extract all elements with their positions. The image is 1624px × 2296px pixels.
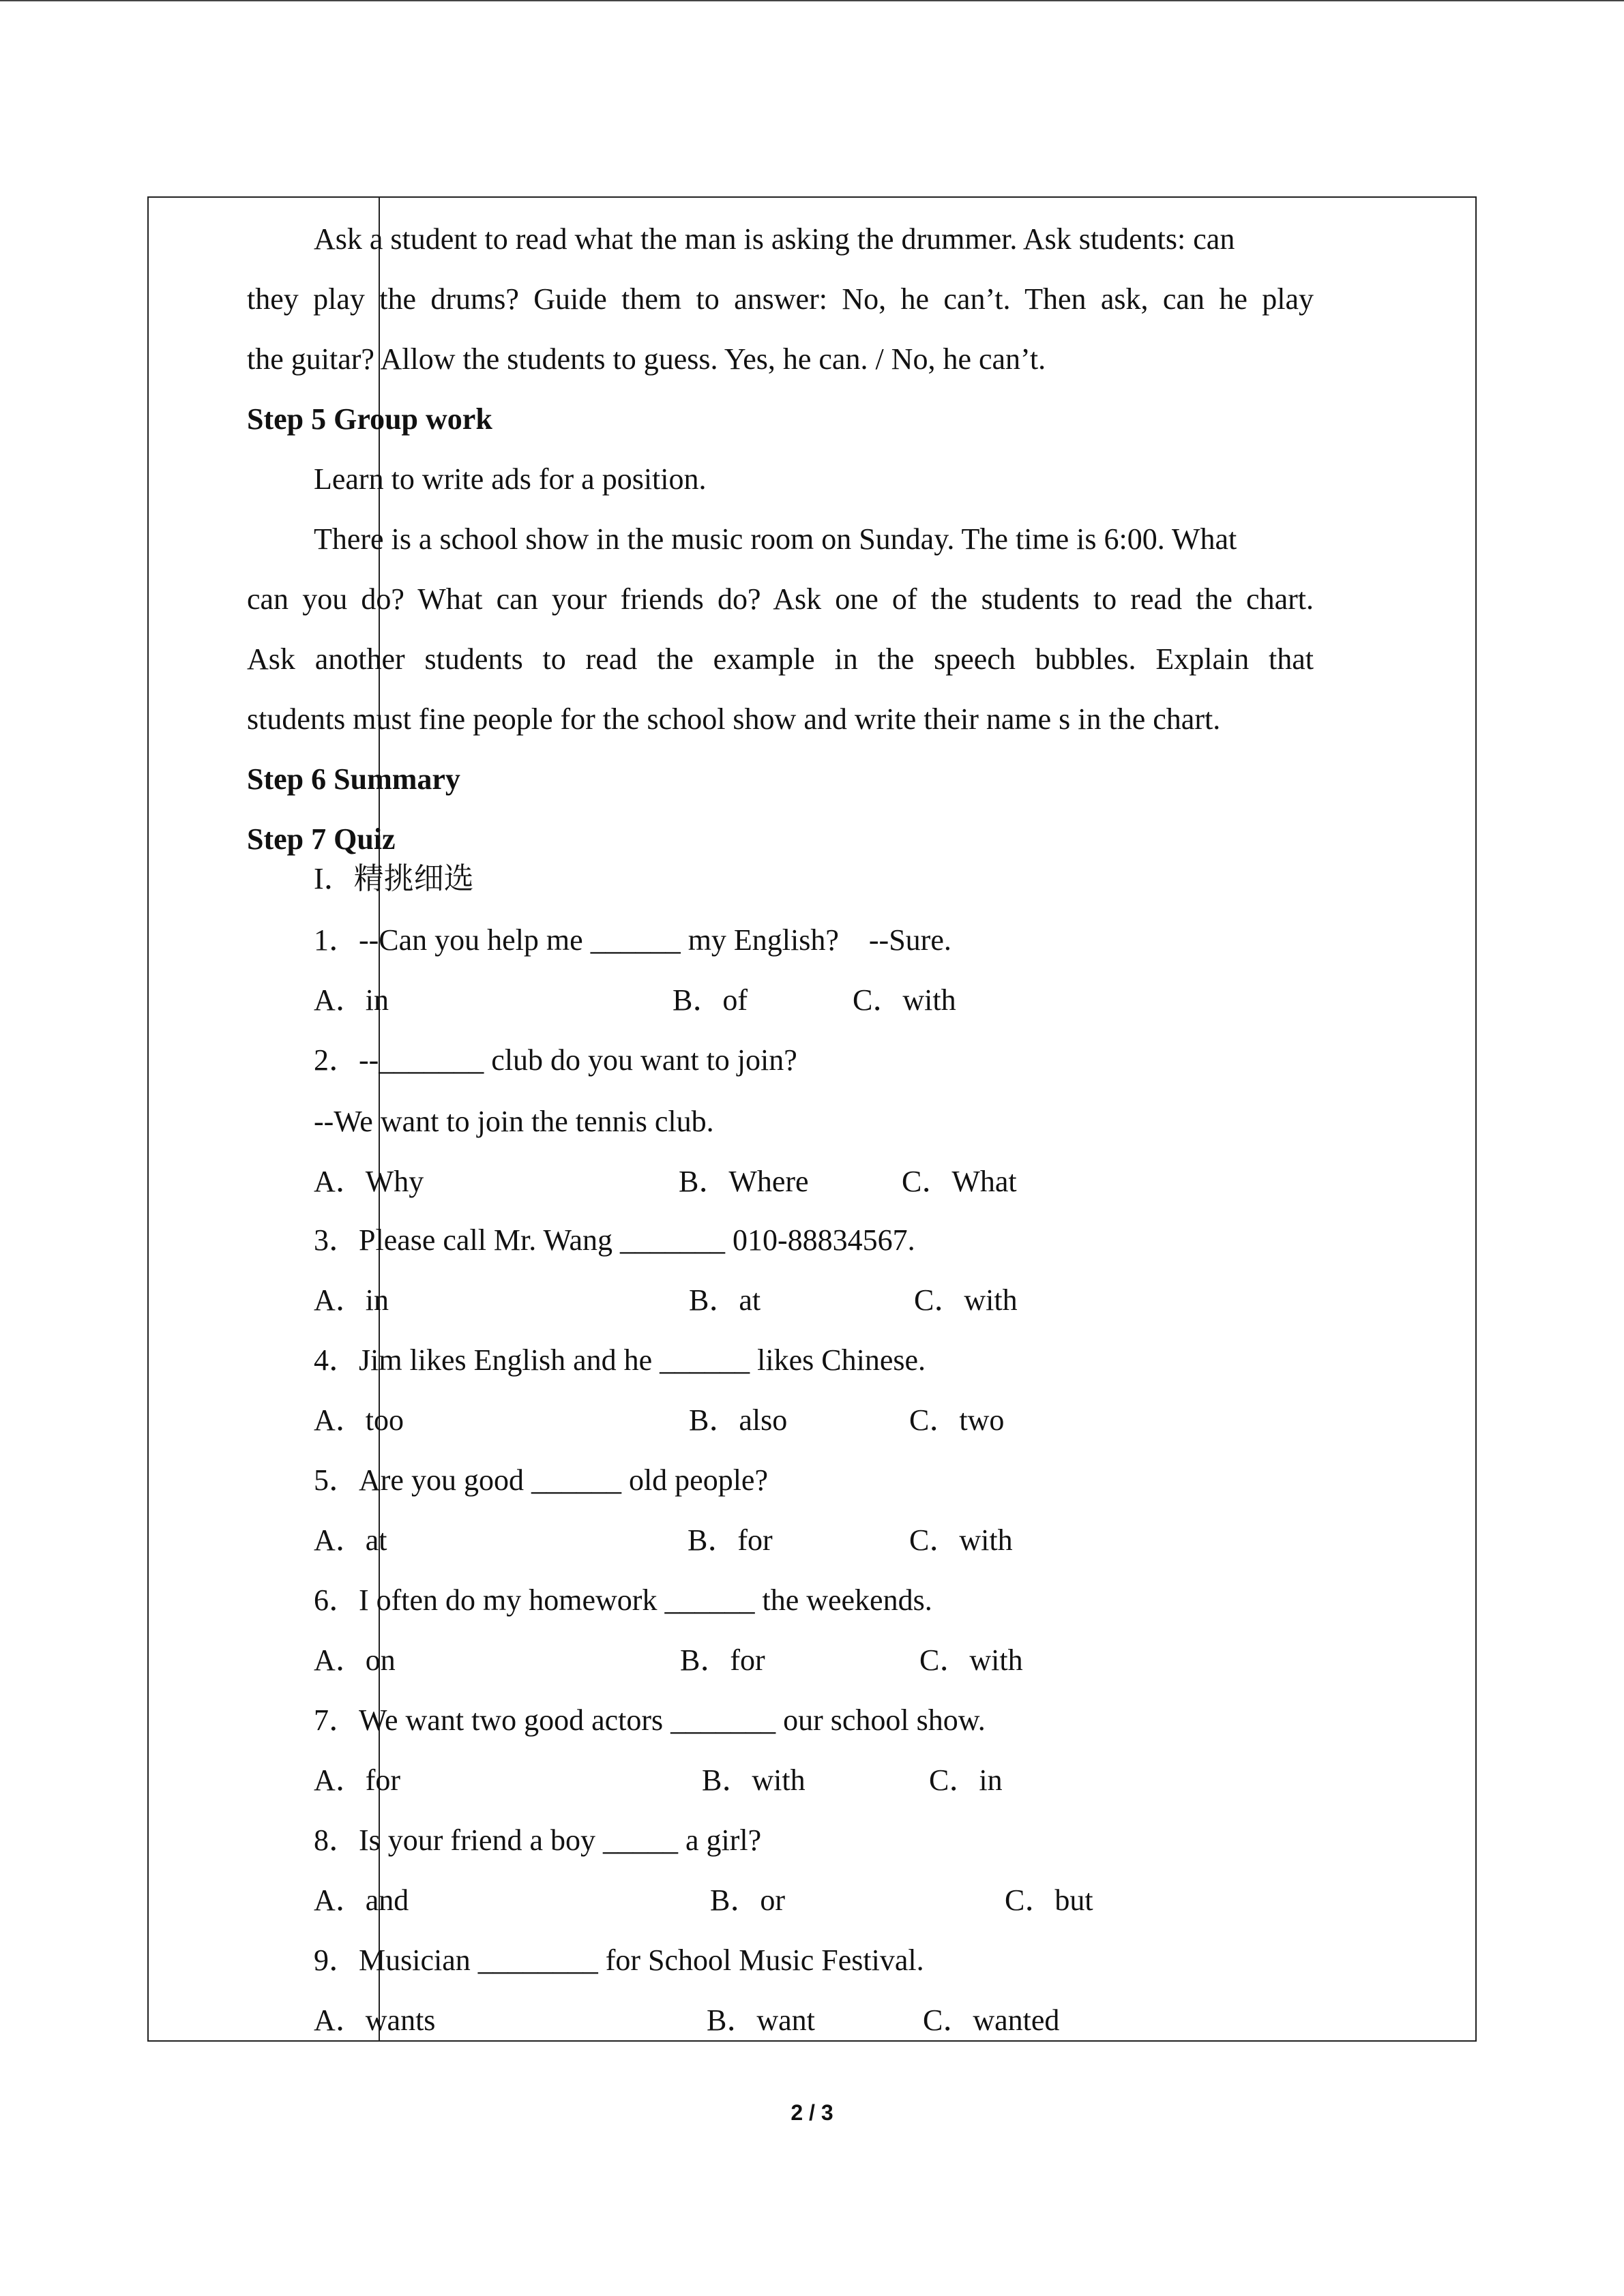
option-a: A．wants (314, 2003, 436, 2037)
option-c: C．with (909, 1523, 1013, 1557)
quiz-section-title: I．精挑细选 (314, 862, 474, 895)
quiz-options-9 (314, 1991, 1382, 2051)
paragraph-drummer-line-3: the guitar? Allow the students to guess. Yes, he can. / No, he can’t. (247, 342, 1046, 376)
option-a: A．Why (314, 1165, 424, 1198)
paragraph-show-line-2: can you do? What can your friends do? Ask one of the students to read the chart. (247, 582, 1314, 616)
option-b: B．also (689, 1403, 788, 1437)
quiz-options-3 (314, 1270, 1382, 1330)
option-b: B．of (673, 983, 748, 1017)
step-5-heading: Step 5 Group work (247, 402, 492, 436)
option-c: C．wanted (923, 2003, 1060, 2037)
paragraph-show-line-4: students must fine people for the school show and write their name s in the chart. (247, 702, 1221, 736)
quiz-options-1 (314, 970, 1382, 1030)
option-a: A．on (314, 1643, 396, 1677)
option-b: B．with (702, 1763, 806, 1797)
option-a: A．for (314, 1763, 401, 1797)
option-b: B．or (710, 1883, 785, 1917)
quiz-options-5 (314, 1510, 1382, 1570)
option-c: C．with (853, 983, 956, 1017)
quiz-question-8: 8．Is your friend a boy _____ a girl? (314, 1823, 762, 1857)
paragraph-ads: Learn to write ads for a position. (314, 462, 707, 496)
option-c: C．two (909, 1403, 1005, 1437)
quiz-question-6: 6．I often do my homework ______ the weekends. (314, 1583, 932, 1617)
option-a: A．at (314, 1523, 387, 1557)
paragraph-drummer-line-1: Ask a student to read what the man is asking the drummer. Ask students: can (314, 222, 1235, 256)
option-c: C．What (902, 1165, 1017, 1198)
quiz-options-4 (314, 1390, 1382, 1450)
quiz-question-7: 7．We want two good actors _______ our school show. (314, 1703, 986, 1737)
option-a: A．in (314, 1283, 389, 1317)
step-7-heading: Step 7 Quiz (247, 822, 396, 856)
page-number: 2 / 3 (791, 2100, 833, 2125)
quiz-question-2-answer-line: --We want to join the tennis club. (314, 1105, 714, 1138)
quiz-options-8 (314, 1870, 1382, 1930)
quiz-question-1: 1．--Can you help me ______ my English? --Sure. (314, 923, 951, 957)
quiz-options-6 (314, 1630, 1382, 1690)
option-b: B．Where (679, 1165, 809, 1198)
quiz-options-7 (314, 1750, 1382, 1810)
option-b: B．for (688, 1523, 773, 1557)
option-b: B．at (689, 1283, 761, 1317)
option-a: A．and (314, 1883, 409, 1917)
quiz-question-5: 5．Are you good ______ old people? (314, 1463, 768, 1497)
paragraph-show-line-1: There is a school show in the music room on Sunday. The time is 6:00. What (314, 522, 1237, 556)
step-6-heading: Step 6 Summary (247, 762, 460, 796)
quiz-question-9: 9．Musician ________ for School Music Festival. (314, 1943, 924, 1977)
quiz-question-2: 2．--_______ club do you want to join? (314, 1043, 797, 1077)
option-c: C．in (929, 1763, 1003, 1797)
option-c: C．but (1005, 1883, 1093, 1917)
paragraph-drummer-line-2: they play the drums? Guide them to answer: No, he can’t. Then ask, can he play (247, 282, 1314, 316)
quiz-options-2 (314, 1152, 1382, 1212)
quiz-question-4: 4．Jim likes English and he ______ likes Chinese. (314, 1343, 926, 1377)
option-b: B．for (680, 1643, 765, 1677)
option-c: C．with (919, 1643, 1023, 1677)
option-a: A．too (314, 1403, 404, 1437)
quiz-question-3: 3．Please call Mr. Wang _______ 010-88834567. (314, 1223, 915, 1257)
paragraph-show-line-3: Ask another students to read the example in the speech bubbles. Explain that (247, 642, 1314, 676)
option-b: B．want (707, 2003, 815, 2037)
option-a: A．in (314, 983, 389, 1017)
option-c: C．with (914, 1283, 1018, 1317)
